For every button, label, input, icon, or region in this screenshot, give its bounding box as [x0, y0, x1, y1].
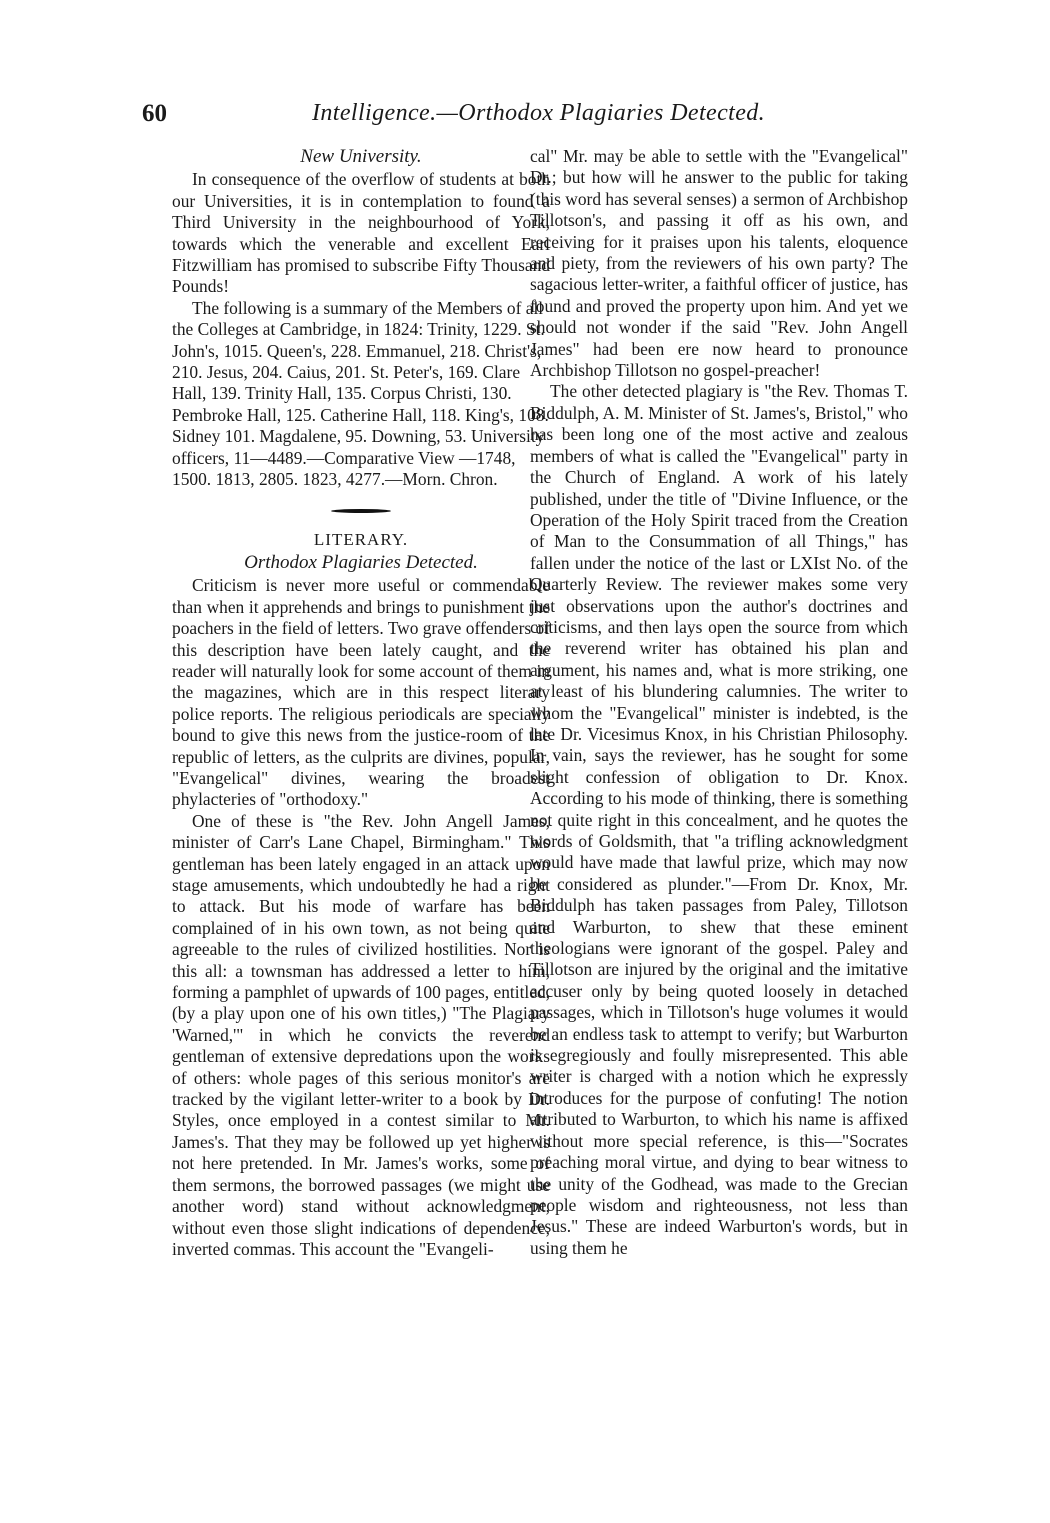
article-paragraph-4: The other detected plagiary is "the Rev. Thomas T. Biddulph, A. M. Minister of St. James's, Bristol," who has been long one of the most active and zealous members of what is called the "Evangelical" party in the Church of England. A work of his lately published, under the title of "Divine Influence, or the Operation of the Holy Spirit traced from the Creation of Man to the Consummation of all Things," has fallen under the notice of the last or LXIst No. of the Quarterly Review. The reviewer makes some very just observations upon the author's doctrines and criticisms, and then lays open the source from which the reverend writer has obtained his plan and argument, his names and, what is more striking, one at least of his blundering calumnies. The writer to whom the "Evangelical" minister is indebted, is the late Dr. Vicesimus Knox, in his Christian Philosophy. In vain, says the reviewer, has he sought for some slight confession of obligation to Dr. Knox. According to his mode of thinking, there is something not quite right in this concealment, and he quotes the words of Goldsmith, that "a trifling acknowledgment would have made that lawful prize, which may now be considered as plunder."—From Dr. Knox, Mr. Biddulph has taken passages from Paley, Tillotson and Warburton, to shew that these eminent theologians were ignorant of the gospel. Paley and Tillotson are injured by the original and the imitative accuser only by being quoted loosely in detached passages, which in Tillotson's huge volumes it would be an endless task to attempt to verify; but Warburton is egregiously and foully misrepresented. This able writer is charged with a notion which he expressly introduces for the purpose of confuting! The notion attributed to Warburton, to which his name is affixed without more special reference, is this—"Socrates preaching moral virtue, and dying to bear witness to the unity of the Godhead, was made to the Grecian people wisdom and righteousness, not less than Jesus." These are indeed Warburton's words, but in using them he [530, 381, 908, 1258]
article-paragraph-1: Criticism is never more useful or commendable than when it apprehends and brings to punishment the poachers in the field of letters. Two grave offenders of this description have been lately caught, and the reader will naturally look for some account of them in the magazines, which are in this respect literary police reports. The religious periodicals are specially bound to give this news from the justice-room of the republic of letters, as the culprits are divines, popular, "Evangelical" divines, wearing the broadest phylacteries of "orthodoxy." [172, 575, 550, 810]
literary-heading: LITERARY. [313, 529, 409, 549]
page-header [142, 100, 912, 140]
cambridge-summary-paragraph: The following is a summary of the Members of all the Colleges at Cambridge, in 1824: Trinity, 1229. St. John's, 1015. Queen's, 228. Emmanuel, 218. Christ's, 210. Jesus, 204. Caius, 201. St. Peter's, 169. Clare Hall, 139. Trinity Hall, 135. Corpus Christi, 130. Pembroke Hall, 125. Catherine Hall, 118. King's, 108. Sidney 101. Magdalene, 95. Downing, 53. University officers, 11—4489.—Comparative View —1748, 1500. 1813, 2805. 1823, 4277.—Morn. Chron. [172, 297, 549, 490]
article-paragraph-2: One of these is "the Rev. John Angell James, minister of Carr's Lane Chapel, Birmingham." This gentleman has been lately engaged in an attack upon stage amusements, which undoubtedly he had a right to attack. But his mode of warfare has been complained of in his own town, as not being quite agreeable to the rules of civilized hostilities. Nor is this all: a townsman has addressed a letter to him, forming a pamphlet of upwards of 100 pages, entitled, (by a play upon one of his own titles,) "The Plagiary 'Warned,'" in which he convicts the reverend gentleman of extensive depredations upon the works of others: whole pages of this serious monitor's are tracked by the vigilant letter-writer to a book by Dr. Styles, once employed in a contest similar to Mr. James's. That they may be followed up yet higher is not here pretended. In Mr. James's works, some of them sermons, the borrowed passages (we might use another word) stand without acknowledgment, without even those slight indications of dependence, inverted commas. This account the "Evangeli- [172, 810, 550, 1259]
right-column [530, 146, 908, 1259]
article-title: Orthodox Plagiaries Detected. [244, 551, 478, 573]
running-title: Intelligence.—Orthodox Plagiaries Detected. [312, 100, 766, 126]
section-divider-ornament [172, 509, 550, 513]
new-university-title: New University. [300, 146, 422, 167]
left-column [172, 146, 550, 1260]
page-number: 60 [142, 100, 167, 127]
new-university-paragraph-1: In consequence of the overflow of students at both our Universities, it is in contemplation to found a Third University in the neighbourhood of York, towards which the venerable and excellent Earl Fitzwilliam has promised to subscribe Fifty Thousand Pounds! [172, 169, 550, 297]
article-paragraph-3: cal" Mr. may be able to settle with the "Evangelical" Dr.; but how will he answer to the public for taking (this word has several senses) a sermon of Archbishop Tillotson's, and passing it off as his own, and receiving for it praises upon his talents, eloquence and piety, from the reviewers of his own party? The sagacious letter-writer, a faithful officer of justice, has found and proved the property upon him. And yet we should not wonder if the said "Rev. John Angell James" had been ere now heard to pronounce Archbishop Tillotson no gospel-preacher! [530, 146, 908, 381]
